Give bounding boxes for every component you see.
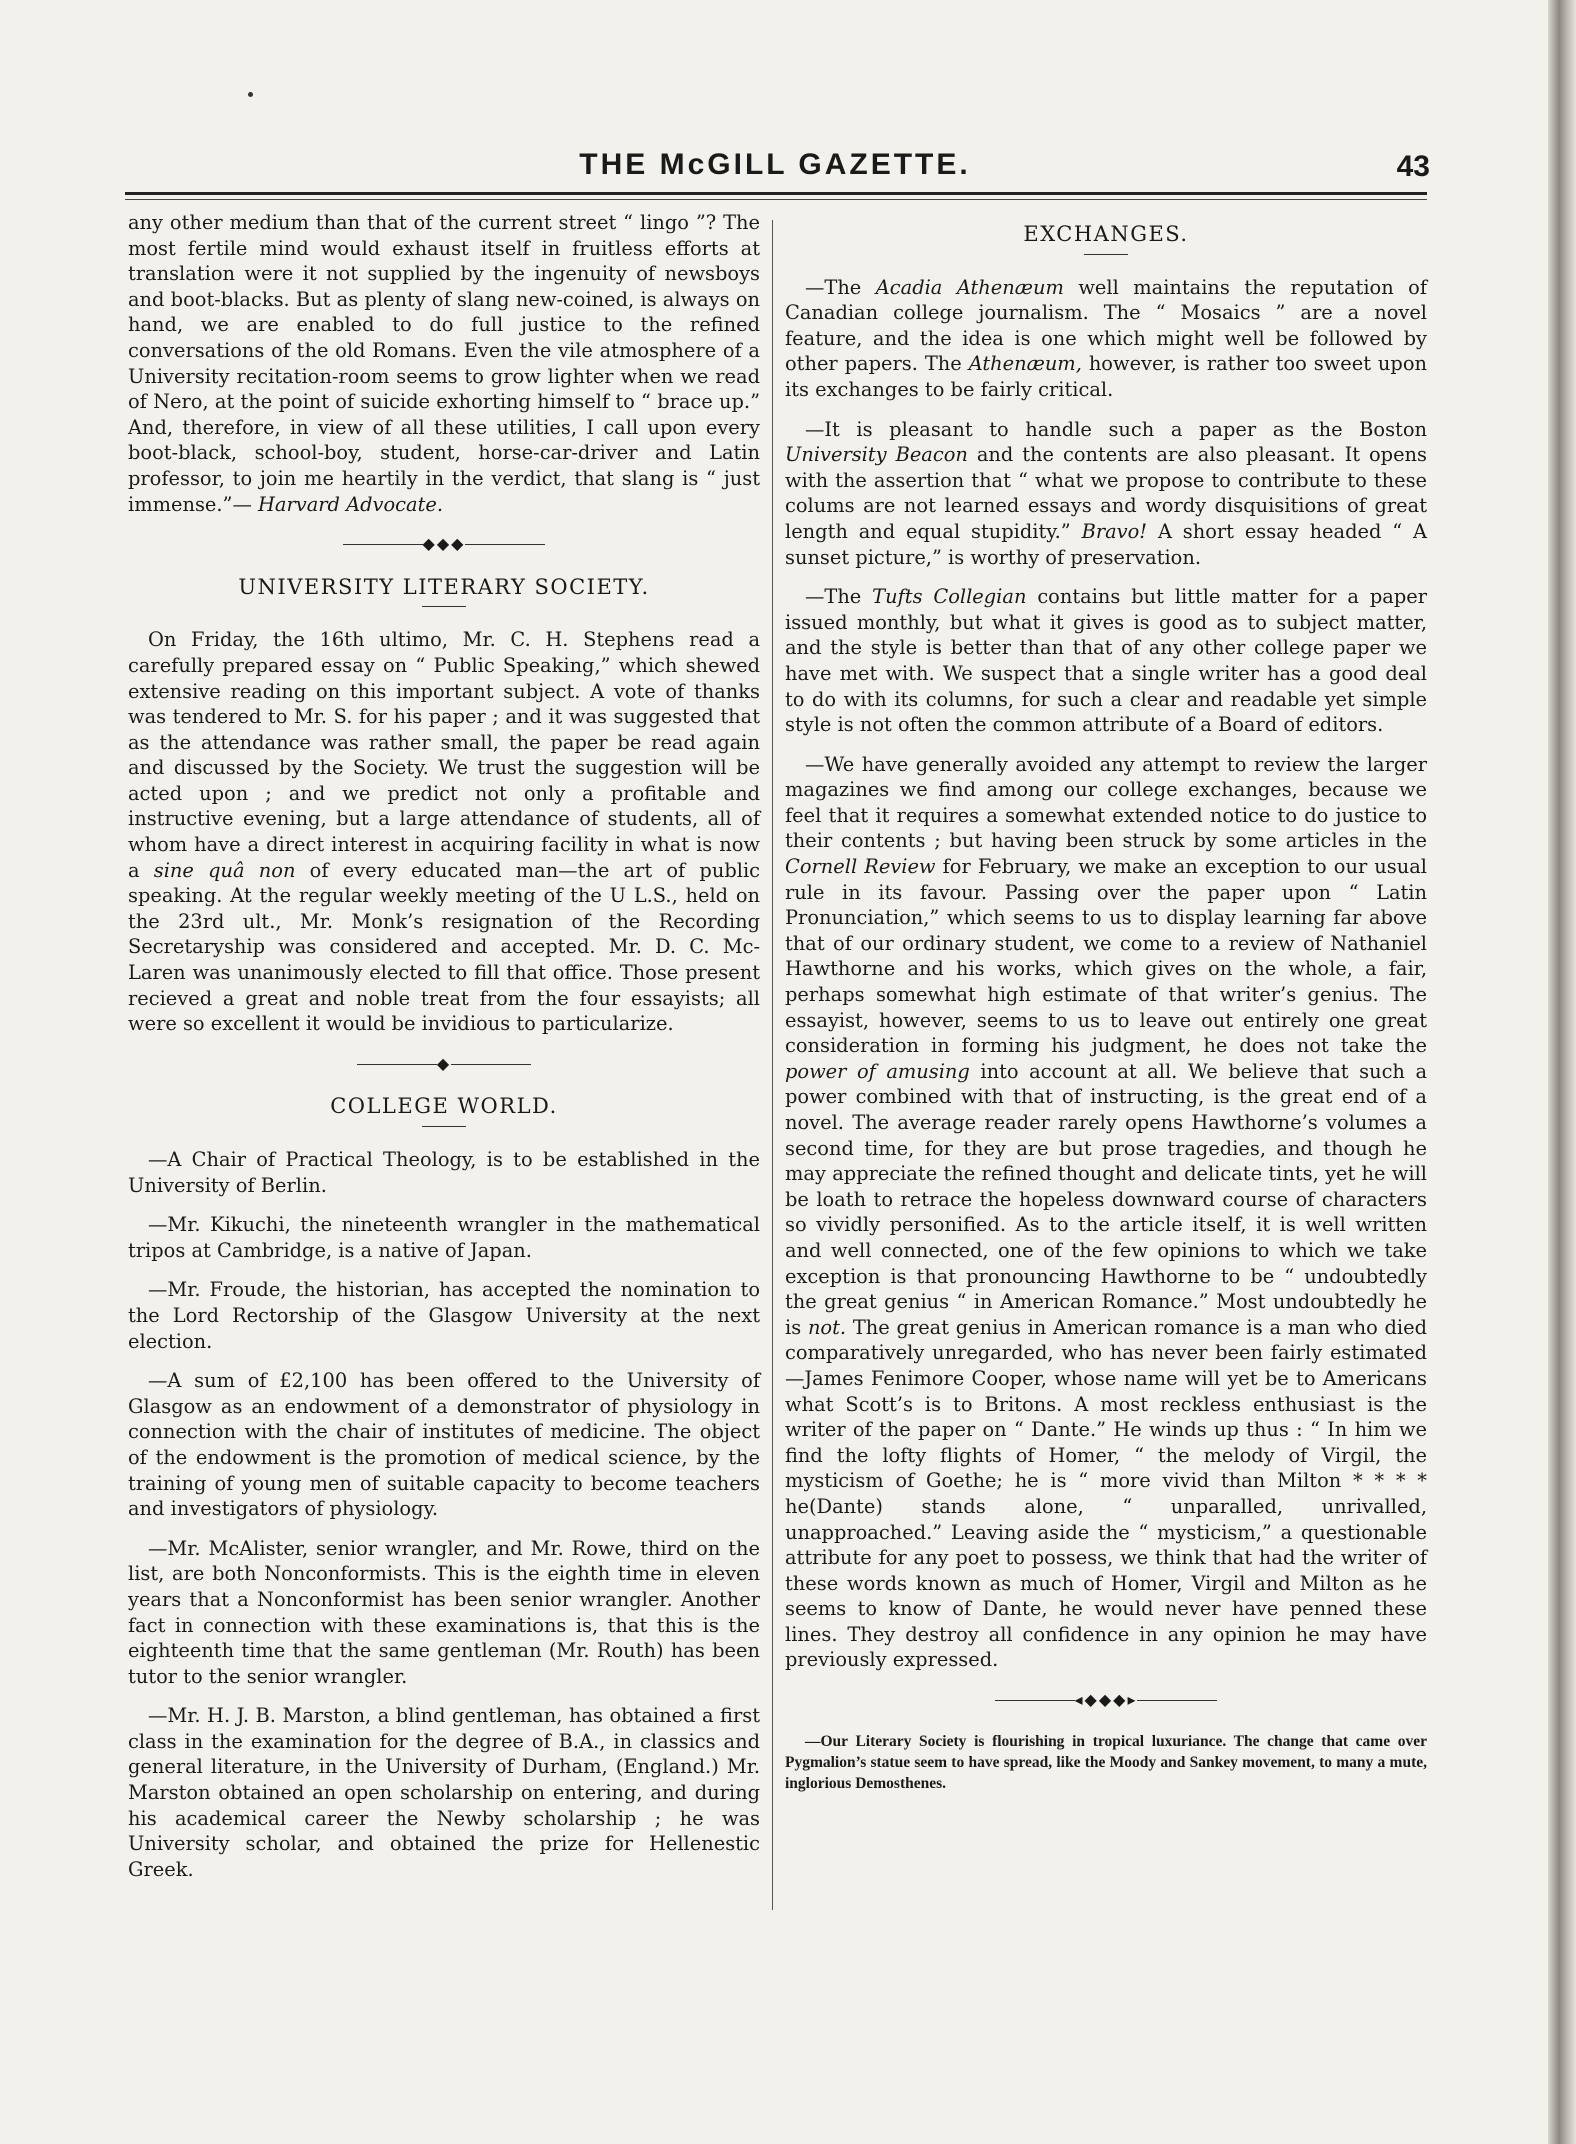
heading-rule [422, 1126, 466, 1127]
right-column [785, 210, 1427, 1808]
uls-latin-phrase: sine quâ non [153, 858, 296, 882]
exchange-text: The great genius in American romance is a man who died comparatively unregarded, who has never been fairly estimated—James Fenimore Cooper, whose name will yet be to Americans what Scott’s is to Britons. A most reckless enthusiast is the writer of the paper on “ Dante.” He winds up thus : “ In him we find the lofty flights of Homer, “ the melody of Virgil, the mysticism of Goethe; he is “ more vivid than Milton * * * * he(Dante) stands alone, “ unparalled, unrivalled, unapproached.” Leaving aside the “ mysticism,” a questionable attribute for any poet to possess, we think that had the writer of these words known as much of Homer, Virgil and Milton as he seems to know of Dante, he would never have penned these lines. They destroy all confidence in any opinion he may have previously expressed. [785, 1315, 1428, 1672]
header-rule [125, 192, 1427, 195]
header-rule-thin [125, 199, 1427, 200]
book-page-edge [1548, 0, 1576, 2144]
exchange-item [785, 275, 1427, 403]
continued-text: any other medium than that of the current street “ lingo ”? The most fertile mind would exhaust itself in fruitless efforts at translation were it not supplied by the ingenuity of newsboys and boot-blacks. But as plenty of slang new-coined, is always on hand, we are enabled to do full justice to the refined conversations of the old Romans. Even the vile atmosphere of a University recitation-room seems to grow lighter when we read of Nero, at the point of suicide exhorting himself to “ brace up.” And, therefore, in view of all these utilities, I call upon every boot-black, school-boy, student, horse-car-driver and Latin professor, to join me heartily in the verdict, that slang is “ just immense.”— [128, 211, 760, 516]
exchange-text: —The [805, 585, 862, 609]
continued-source: Harvard Advocate. [258, 492, 444, 516]
column-divider [772, 220, 773, 1910]
continued-article [128, 210, 760, 517]
section-ornament: ◆◆◆ [128, 531, 760, 557]
exchange-text: for February, we make an exception to our usual rule in its favour. Passing over the paper upon “ Latin Pronunciation,” which seems to us to display learning far above that of our ordinary student, we come to a review of Nathaniel Hawthorne and his works, which gives on the whole, a fair, perhaps somewhat high estimate of that writer’s genius. The essayist, however, seems to us to leave out entirely one great consideration in forming his judgment, he does not take the [785, 855, 1427, 1058]
exchange-title: Cornell Review [785, 855, 936, 879]
page-title: THE McGILL GAZETTE. [579, 148, 971, 181]
heading-rule [422, 606, 466, 607]
exchange-text: —We have generally avoided any attempt to review the larger magazines we find among our college exchanges, because we feel that it requires a somewhat extended notice to do justice to their contents ; but having been struck by some articles in the [785, 752, 1427, 853]
exchange-text: into account at all. We believe that such a power combined with that of instructing, is the great end of a novel. The average reader rarely opens Hawthorne’s volumes a second time, for they are but prose tragedies, and though he may appreciate the refined thought and delicate tints, yet he will be loath to retrace the hopeless downward course of characters so vividly personified. As to the article itself, it is well written and well connected, one of the few opinions to which we take exception is that pronouncing Hawthorne to be “ undoubtedly the great genius “ in American Romance.” Most undoubtedly he is [785, 1059, 1428, 1339]
exchange-item [785, 417, 1427, 571]
uls-article [128, 627, 760, 1037]
exchange-text: —The [805, 275, 862, 299]
uls-text-1: On Friday, the 16th ultimo, Mr. C. H. Stephens read a carefully prepared essay on “ Public Speaking,” which shewed extensive reading on this important subject. A vote of thanks was tendered to Mr. S. for his paper ; and it was suggested that as the attendance was rather small, the paper be read again and discussed by the Society. We trust the suggestion will be acted upon ; and we predict not only a profitable and instructive evening, but a large attendance of students, all of whom have a direct interest in acquiring facility in what is now a [128, 628, 760, 882]
cw-item: —Mr. Froude, the historian, has accepted the nomination to the Lord Rectorship of the Glasgow University at the next election. [128, 1278, 760, 1353]
exchange-text: —It is pleasant to handle such a paper as the Boston [805, 417, 1427, 441]
exchange-text: however, is rather too sweet upon its exchanges to be fairly critical. [785, 352, 1427, 401]
cw-item: —Mr. McAlister, senior wrangler, and Mr. Rowe, third on the list, are both Nonconformists. This is the eighth time in eleven years that a Nonconformist has been senior wrangler. Another fact in connection with these examinations is, that this is the eighteenth time that the same gentleman (Mr. Routh) has been tutor to the senior wrangler. [128, 1536, 760, 1688]
cw-item: —A Chair of Practical Theology, is to be established in the University of Berlin. [128, 1148, 760, 1197]
page-header [120, 148, 1430, 198]
exchange-text: well maintains the reputation of Canadian college journalism. The “ Mosaics ” are a novel feature, and the idea is one which might well be followed by other papers. The [785, 275, 1428, 376]
exchange-text: contains but little matter for a paper issued monthly, but what it gives is good as to subject matter, and the style is better than that of any other college paper we have met with. We suspect that a single writer has a good deal to do with its columns, for such a clear and readable yet simple style is not often the common attribute of a Board of editors. [785, 585, 1427, 737]
exchange-emphasis: power of amusing [785, 1059, 970, 1083]
ink-speck [248, 92, 253, 97]
exchange-emphasis: Bravo! [1081, 519, 1148, 543]
section-ornament: ◆ [128, 1051, 760, 1077]
cw-item: —Mr. Kikuchi, the nineteenth wrangler in the mathematical tripos at Cambridge, is a native of Japan. [128, 1213, 760, 1262]
section-ornament: ◂◆◆◆▸ [785, 1687, 1427, 1713]
exchange-text: A short essay headed “ A sunset picture,” is worthy of preservation. [785, 519, 1427, 569]
cw-item: —A sum of £2,100 has been offered to the University of Glasgow as an endowment of a demonstrator of physiology in connection with the chair of institutes of medicine. The object of the endowment is the promotion of medical science, by the training of young men of suitable capacity to become teachers and investigators of physiology. [128, 1369, 760, 1521]
exchanges-heading: EXCHANGES. [1023, 222, 1189, 246]
literary-society-notice: —Our Literary Society is flourishing in tropical luxuriance. The change that came over Pygmalion’s statue seem to have spread, like the Moody and Sankey movement, to many a mute, inglorious Demosthenes. [785, 1732, 1427, 1792]
page-number: 43 [1396, 150, 1430, 183]
heading-rule [1084, 254, 1128, 255]
cw-item: —Mr. H. J. B. Marston, a blind gentleman, has obtained a first class in the examination for the degree of B.A., in classics and general literature, in the University of Durham, (England.) Mr. Marston obtained an open scholarship on entering, and during his academical career the Newby scholarship ; he was University scholar, and obtained the prize for Hellenestic Greek. [128, 1704, 760, 1881]
exchange-emphasis: not. [807, 1315, 847, 1339]
uls-heading: UNIVERSITY LITERARY SOCIETY. [238, 574, 650, 599]
uls-text-2: of every educated man—the art of public speaking. At the regular weekly meeting of the U L.S., held on the 23rd ult., Mr. Monk’s resignation of the Recording Secretaryship was considered and accepted. Mr. D. C. Mc-Laren was unanimously elected to fill that office. Those present recieved a great and noble treat from the four essayists; all were so excellent it would be invidious to particularize. [128, 858, 760, 1036]
left-column [128, 210, 760, 1896]
exchange-item [785, 752, 1427, 1673]
exchange-title: Athenæum, [968, 352, 1082, 376]
exchange-item [785, 584, 1427, 738]
exchange-title: University Beacon [785, 443, 968, 467]
exchange-text: and the contents are also pleasant. It opens with the assertion that “ what we propose to contribute to these colums are not learned essays and wordy disquisitions of great length and equal stupidity.” [785, 443, 1427, 543]
exchange-title: Tufts Collegian [872, 585, 1027, 609]
cw-heading: COLLEGE WORLD. [330, 1094, 558, 1119]
exchange-title: Acadia Athenæum [875, 275, 1064, 299]
